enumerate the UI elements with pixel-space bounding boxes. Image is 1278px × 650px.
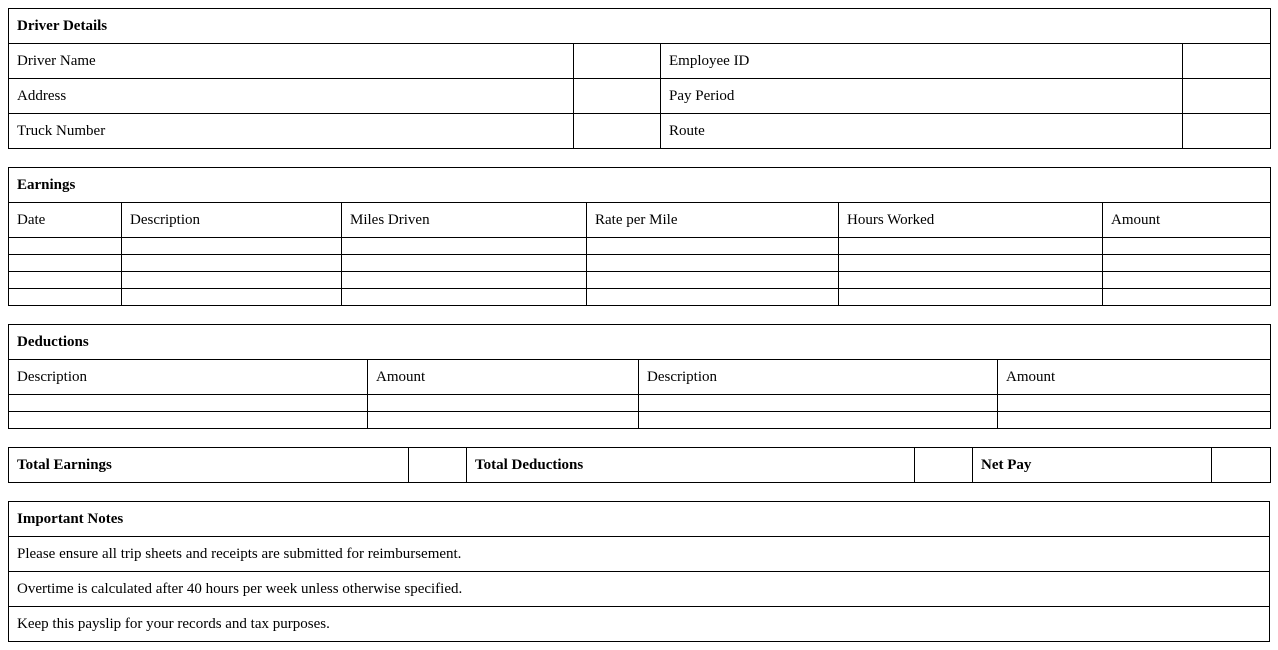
earnings-header-date: Date — [9, 203, 122, 238]
table-row — [9, 395, 1271, 412]
table-row — [9, 289, 1271, 306]
deductions-header-row — [9, 360, 1271, 395]
route-field[interactable] — [1183, 114, 1271, 149]
net-pay-field[interactable] — [1212, 448, 1271, 483]
totals-row — [9, 448, 1271, 483]
earnings-cell[interactable] — [839, 272, 1103, 289]
driver-details-table — [8, 8, 1271, 149]
address-field[interactable] — [574, 79, 661, 114]
earnings-cell[interactable] — [839, 289, 1103, 306]
deductions-cell[interactable] — [639, 395, 998, 412]
employee-id-label: Employee ID — [661, 44, 1183, 79]
earnings-cell[interactable] — [122, 255, 342, 272]
earnings-cell[interactable] — [1103, 272, 1271, 289]
earnings-header-amount: Amount — [1103, 203, 1271, 238]
totals-table — [8, 447, 1271, 483]
deductions-header-description-2: Description — [639, 360, 998, 395]
driver-name-label: Driver Name — [9, 44, 574, 79]
total-deductions-field[interactable] — [915, 448, 973, 483]
table-row — [9, 272, 1271, 289]
earnings-header-row — [9, 203, 1271, 238]
earnings-cell[interactable] — [839, 238, 1103, 255]
employee-id-field[interactable] — [1183, 44, 1271, 79]
earnings-header-description: Description — [122, 203, 342, 238]
list-item — [9, 537, 1270, 572]
earnings-cell[interactable] — [839, 255, 1103, 272]
deductions-cell[interactable] — [368, 395, 639, 412]
table-row — [9, 238, 1271, 255]
deductions-cell[interactable] — [9, 395, 368, 412]
deductions-title: Deductions — [9, 325, 1271, 360]
total-deductions-label: Total Deductions — [467, 448, 915, 483]
deductions-cell[interactable] — [998, 412, 1271, 429]
driver-row — [9, 114, 1271, 149]
earnings-cell[interactable] — [122, 238, 342, 255]
deductions-cell[interactable] — [998, 395, 1271, 412]
earnings-cell[interactable] — [342, 272, 587, 289]
note-text: Overtime is calculated after 40 hours per week unless otherwise specified. — [9, 572, 1270, 607]
earnings-cell[interactable] — [587, 272, 839, 289]
important-notes-title: Important Notes — [9, 502, 1270, 537]
list-item — [9, 607, 1270, 642]
pay-period-label: Pay Period — [661, 79, 1183, 114]
total-earnings-field[interactable] — [409, 448, 467, 483]
truck-number-field[interactable] — [574, 114, 661, 149]
total-earnings-label: Total Earnings — [9, 448, 409, 483]
earnings-cell[interactable] — [9, 289, 122, 306]
note-text: Keep this payslip for your records and tax purposes. — [9, 607, 1270, 642]
earnings-cell[interactable] — [587, 289, 839, 306]
driver-row — [9, 44, 1271, 79]
earnings-cell[interactable] — [1103, 255, 1271, 272]
earnings-table — [8, 167, 1271, 306]
earnings-cell[interactable] — [122, 272, 342, 289]
earnings-cell[interactable] — [9, 272, 122, 289]
earnings-cell[interactable] — [122, 289, 342, 306]
earnings-cell[interactable] — [342, 238, 587, 255]
earnings-cell[interactable] — [1103, 289, 1271, 306]
table-row — [9, 255, 1271, 272]
earnings-header-rate-per-mile: Rate per Mile — [587, 203, 839, 238]
pay-period-field[interactable] — [1183, 79, 1271, 114]
driver-row — [9, 79, 1271, 114]
table-row — [9, 412, 1271, 429]
earnings-header-miles-driven: Miles Driven — [342, 203, 587, 238]
deductions-cell[interactable] — [9, 412, 368, 429]
earnings-header-hours-worked: Hours Worked — [839, 203, 1103, 238]
deductions-cell[interactable] — [639, 412, 998, 429]
deductions-cell[interactable] — [368, 412, 639, 429]
earnings-cell[interactable] — [9, 238, 122, 255]
deductions-header-description: Description — [9, 360, 368, 395]
truck-number-label: Truck Number — [9, 114, 574, 149]
list-item — [9, 572, 1270, 607]
earnings-cell[interactable] — [342, 255, 587, 272]
earnings-cell[interactable] — [9, 255, 122, 272]
address-label: Address — [9, 79, 574, 114]
earnings-cell[interactable] — [342, 289, 587, 306]
earnings-cell[interactable] — [587, 238, 839, 255]
earnings-title: Earnings — [9, 168, 1271, 203]
deductions-header-amount-2: Amount — [998, 360, 1271, 395]
important-notes-table — [8, 501, 1270, 642]
net-pay-label: Net Pay — [973, 448, 1212, 483]
earnings-cell[interactable] — [1103, 238, 1271, 255]
driver-details-title: Driver Details — [9, 9, 1271, 44]
deductions-table — [8, 324, 1271, 429]
note-text: Please ensure all trip sheets and receipts are submitted for reimbursement. — [9, 537, 1270, 572]
earnings-cell[interactable] — [587, 255, 839, 272]
driver-name-field[interactable] — [574, 44, 661, 79]
deductions-header-amount: Amount — [368, 360, 639, 395]
route-label: Route — [661, 114, 1183, 149]
